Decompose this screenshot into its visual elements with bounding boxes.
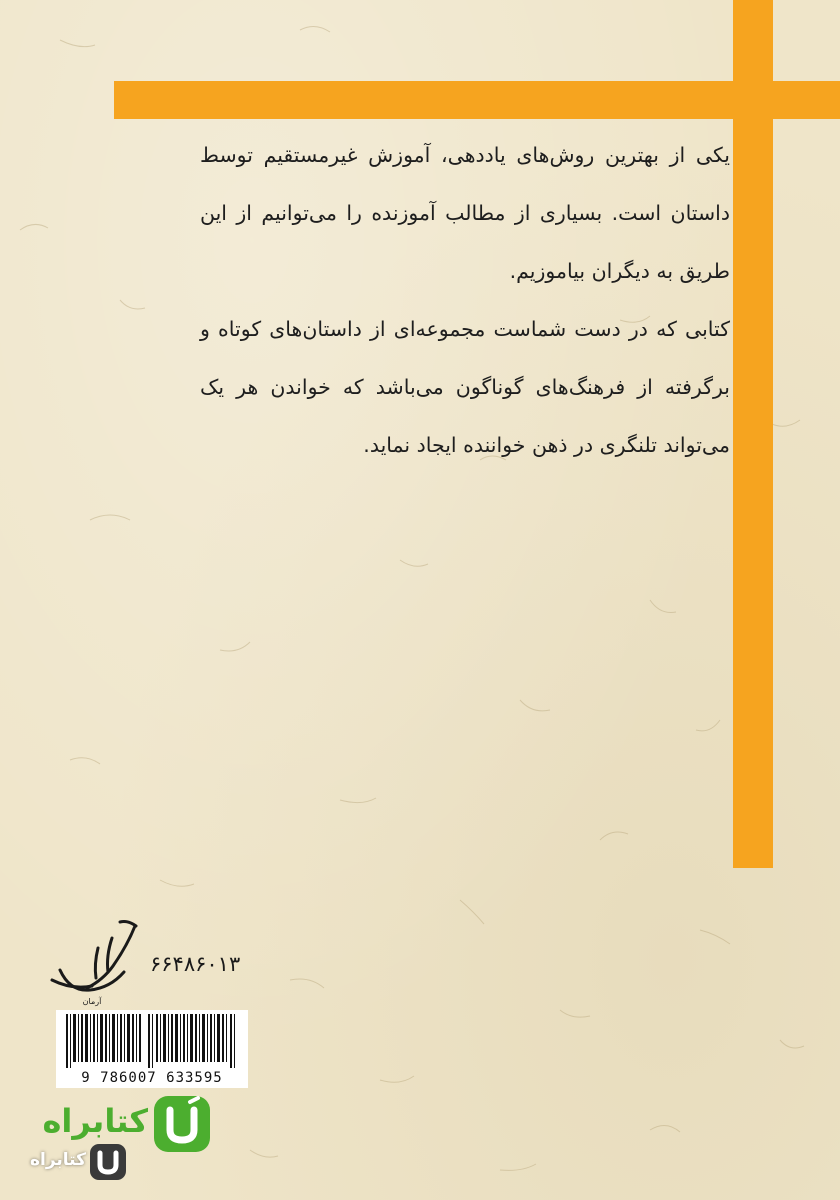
blurb-paragraph-1: یکی از بهترین روش‌های یاددهی، آموزش غیرمستقیم توسط داستان است. بسیاری از مطالب آموزنده را می‌توانیم از این طریق به دیگران بیاموزیم.	[200, 143, 730, 283]
isbn-number: 9 786007 633595	[81, 1070, 223, 1086]
ketabrah-logo-icon	[154, 1096, 210, 1152]
publisher-logo-text: آرمان	[82, 997, 102, 1006]
barcode-bars	[62, 1014, 242, 1068]
blurb-paragraph-2: کتابی که در دست شماست مجموعه‌ای از داستان‌های کوتاه و برگرفته از فرهنگ‌های گوناگون می‌باشد که خواندن هر یک می‌تواند تلنگری در ذهن خواننده ایجاد نماید.	[200, 317, 730, 457]
orange-cross-horizontal-bar	[114, 81, 840, 119]
publisher-logo	[40, 918, 150, 1008]
watermark-text: کتابراه	[42, 1102, 148, 1140]
publisher-phone: ۶۶۴۸۶۰۱۳	[150, 952, 241, 976]
watermark-small-text: کتابراه	[29, 1150, 86, 1170]
orange-cross-vertical-bar	[733, 0, 773, 868]
isbn-barcode	[56, 1010, 248, 1088]
ketabrah-small-logo-icon	[90, 1144, 126, 1180]
blurb-text	[200, 126, 730, 474]
ketabrah-watermark-small	[10, 1140, 130, 1186]
